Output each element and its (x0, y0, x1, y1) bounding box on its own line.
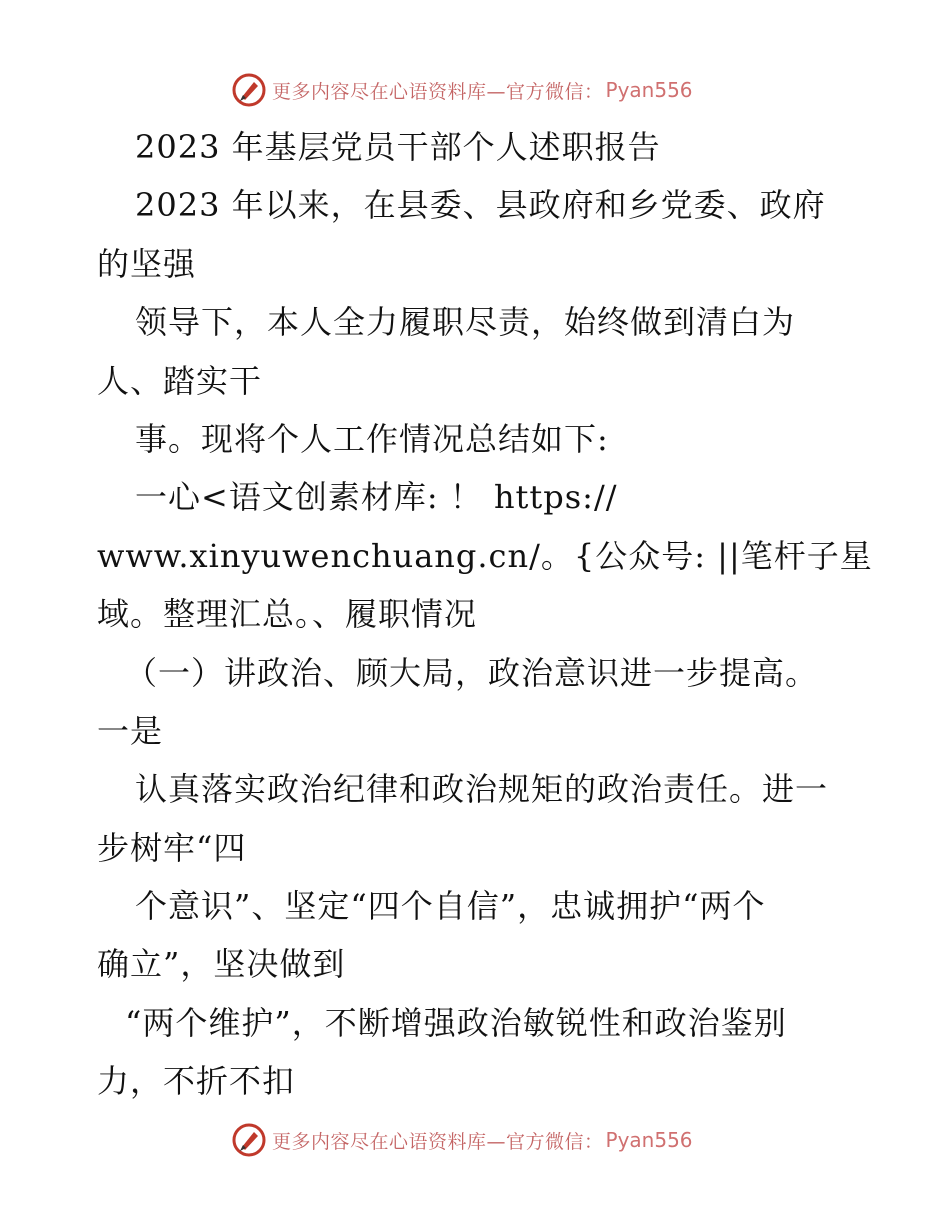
footer-banner (232, 1120, 693, 1160)
paragraph-line: 领导下，本人全力履职尽责，始终做到清白为 (135, 303, 796, 342)
paragraph-line: “两个维护”，不断增强政治敏锐性和政治鉴别 (125, 1003, 787, 1042)
paragraph-line: 的坚强 (97, 244, 197, 283)
document-title: 2023 年基层党员干部个人述职报告 (135, 128, 661, 166)
paragraph-line: 确立”，坚决做到 (97, 945, 346, 984)
paragraph-line: 力，不折不扣 (97, 1062, 296, 1101)
header-banner-text: 更多内容尽在心语资料库—官方微信： (272, 80, 604, 103)
footer-banner-text: 更多内容尽在心语资料库—官方微信： (272, 1130, 604, 1153)
paragraph-line: 人、踏实干 (97, 361, 263, 400)
paragraph-line: 个意识”、坚定“四个自信”，忠诚拥护“两个 (135, 887, 766, 926)
document-body (97, 118, 873, 1111)
paragraph-line: www.xinyuwenchuang.cn/。{公众号: ||笔杆子星 (97, 536, 873, 575)
paragraph-line: 2023 年以来，在县委、县政府和乡党委、政府 (135, 186, 826, 225)
paragraph-line: 步树牢“四 (97, 828, 247, 867)
footer-wechat-id: Pyan556 (605, 1128, 693, 1152)
header-wechat-id: Pyan556 (605, 78, 693, 102)
paragraph-line: 一心<语文创素材库: ！ https:// (135, 478, 618, 517)
section-heading: （一）讲政治、顾大局，政治意识进一步提高。 (125, 653, 819, 692)
paragraph-line: 认真落实政治纪律和政治规矩的政治责任。进一 (135, 770, 829, 809)
pen-nib-logo-icon (232, 1123, 266, 1157)
header-banner (232, 70, 693, 110)
paragraph-line: 域。整理汇总。、履职情况 (97, 595, 478, 634)
paragraph-line: 事。现将个人工作情况总结如下: (135, 419, 609, 458)
paragraph-line: 一是 (97, 711, 164, 750)
pen-nib-logo-icon (232, 73, 266, 107)
